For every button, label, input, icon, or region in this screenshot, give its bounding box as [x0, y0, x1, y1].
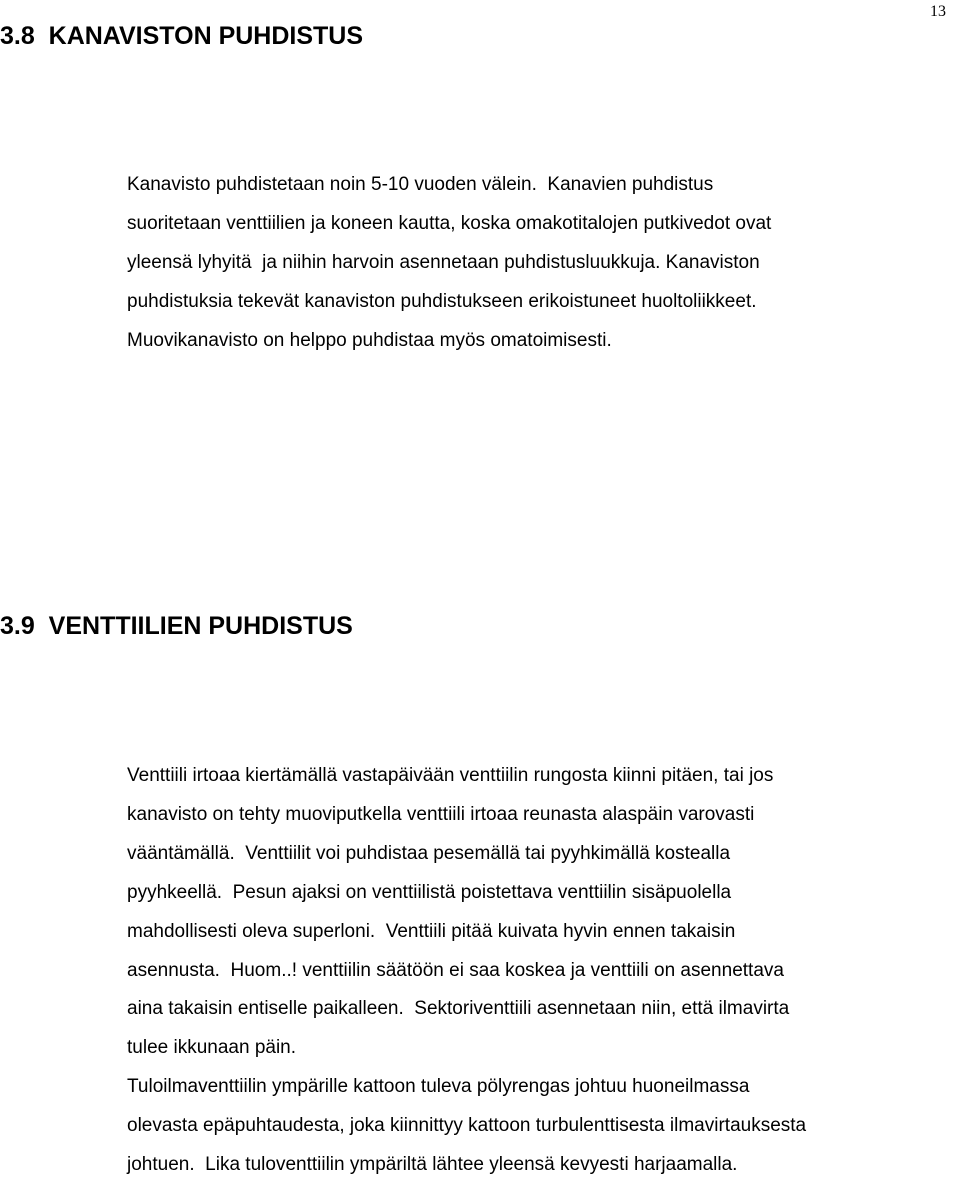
section-heading-venttiilien-puhdistus: 3.9 VENTTIILIEN PUHDISTUS [0, 612, 353, 640]
body-line: tulee ikkunaan päin. [127, 1037, 297, 1059]
body-line: yleensä lyhyitä ja niihin harvoin asennetaan puhdistusluukkuja. Kanaviston [127, 251, 760, 273]
body-line: asennusta. Huom..! venttiilin säätöön ei saa koskea ja venttiili on asennettava [127, 959, 784, 981]
body-line: vääntämällä. Venttiilit voi puhdistaa pesemällä tai pyyhkimällä kostealla [127, 842, 731, 864]
body-line: olevasta epäpuhtaudesta, joka kiinnittyy kattoon turbulenttisesta ilmavirtauksesta [127, 1115, 807, 1137]
body-line: Muovikanavisto on helppo puhdistaa myös omatoimisesti. [127, 329, 612, 351]
body-line: pyyhkeellä. Pesun ajaksi on venttiilistä poistettava venttiilin sisäpuolella [127, 881, 732, 903]
body-line: Tuloilmaventtiilin ympärille kattoon tuleva pölyrengas johtuu huoneilmassa [127, 1076, 750, 1098]
body-line: Venttiili irtoaa kiertämällä vastapäivään venttiilin rungosta kiinni pitäen, tai jos [127, 765, 774, 786]
body-line: mahdollisesti oleva superloni. Venttiili pitää kuivata hyvin ennen takaisin [127, 920, 736, 942]
body-line: johtuen. Lika tuloventtiilin ympäriltä lähtee yleensä kevyesti harjaamalla. [127, 1154, 738, 1176]
section-body-kanaviston-puhdistus [127, 166, 960, 361]
body-line: suoritetaan venttiilien ja koneen kautta, koska omakotitalojen putkivedot ovat [127, 212, 772, 234]
page-number: 13 [930, 3, 946, 20]
body-line: kanavisto on tehty muoviputkella venttiili irtoaa reunasta alaspäin varovasti [127, 803, 755, 825]
body-line: Kanavisto puhdistetaan noin 5-10 vuoden välein. Kanavien puhdistus [127, 174, 714, 195]
section-body-venttiilien-puhdistus [127, 757, 960, 1185]
body-line: puhdistuksia tekevät kanaviston puhdistukseen erikoistuneet huoltoliikkeet. [127, 290, 757, 312]
body-line: aina takaisin entiselle paikalleen. Sektoriventtiili asennetaan niin, että ilmavirta [127, 998, 790, 1020]
section-heading-kanaviston-puhdistus: 3.8 KANAVISTON PUHDISTUS [0, 22, 364, 50]
